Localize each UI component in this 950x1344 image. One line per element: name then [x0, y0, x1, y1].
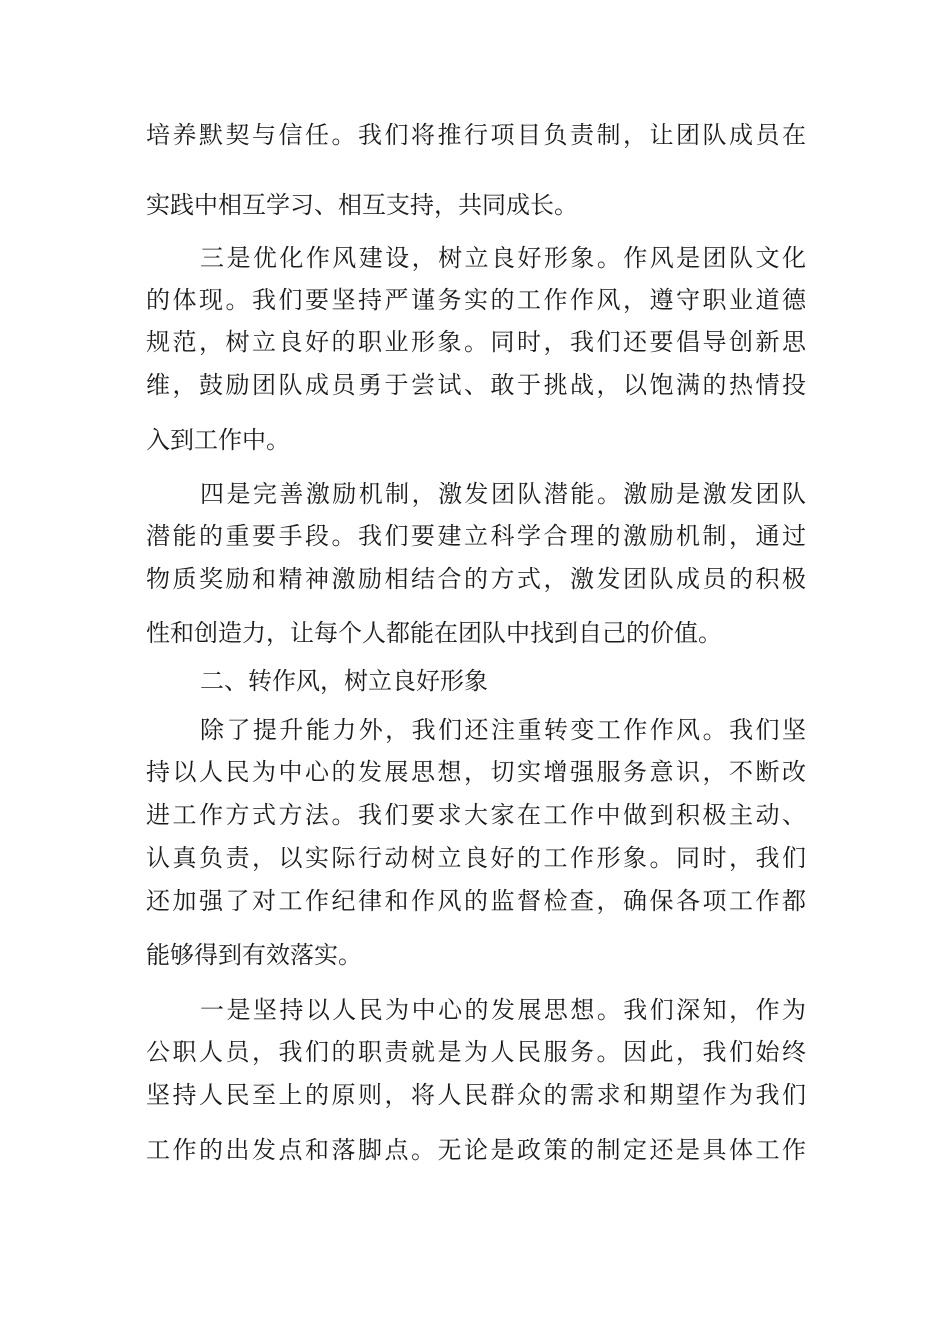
paragraph-line: 一是坚持以人民为中心的发展思想。我们深知，作为 — [200, 996, 806, 1024]
section-heading: 二、转作风，树立良好形象 — [200, 667, 488, 695]
text-line: 坚持人民至上的原则，将人民群众的需求和期望作为我们 — [146, 1081, 806, 1109]
text-line: 物质奖励和精神激励相结合的方式，激发团队成员的积极 — [146, 565, 806, 593]
text-line: 能够得到有效落实。 — [146, 941, 362, 969]
text-line: 潜能的重要手段。我们要建立科学合理的激励机制，通过 — [146, 522, 806, 550]
text-line: 入到工作中。 — [146, 426, 290, 454]
text-line: 性和创造力，让每个人都能在团队中找到自己的价值。 — [146, 619, 722, 647]
paragraph-line: 三是优化作风建设，树立良好形象。作风是团队文化 — [200, 244, 806, 272]
text-line: 认真负责，以实际行动树立良好的工作形象。同时，我们 — [146, 844, 806, 872]
text-line: 培养默契与信任。我们将推行项目负责制，让团队成员在 — [146, 121, 806, 149]
text-line: 维，鼓励团队成员勇于尝试、敢于挑战，以饱满的热情投 — [146, 371, 806, 399]
text-line: 工作的出发点和落脚点。无论是政策的制定还是具体工作 — [146, 1136, 806, 1164]
text-line: 还加强了对工作纪律和作风的监督检查，确保各项工作都 — [146, 887, 806, 915]
text-line: 规范，树立良好的职业形象。同时，我们还要倡导创新思 — [146, 328, 806, 356]
text-line: 公职人员，我们的职责就是为人民服务。因此，我们始终 — [146, 1038, 806, 1066]
text-line: 进工作方式方法。我们要求大家在工作中做到积极主动、 — [146, 801, 806, 829]
text-line: 实践中相互学习、相互支持，共同成长。 — [146, 191, 578, 219]
paragraph-line: 四是完善激励机制，激发团队潜能。激励是激发团队 — [200, 480, 806, 508]
text-line: 的体现。我们要坚持严谨务实的工作作风，遵守职业道德 — [146, 286, 806, 314]
text-line: 持以人民为中心的发展思想，切实增强服务意识，不断改 — [146, 758, 806, 786]
paragraph-line: 除了提升能力外，我们还注重转变工作作风。我们坚 — [200, 716, 806, 744]
